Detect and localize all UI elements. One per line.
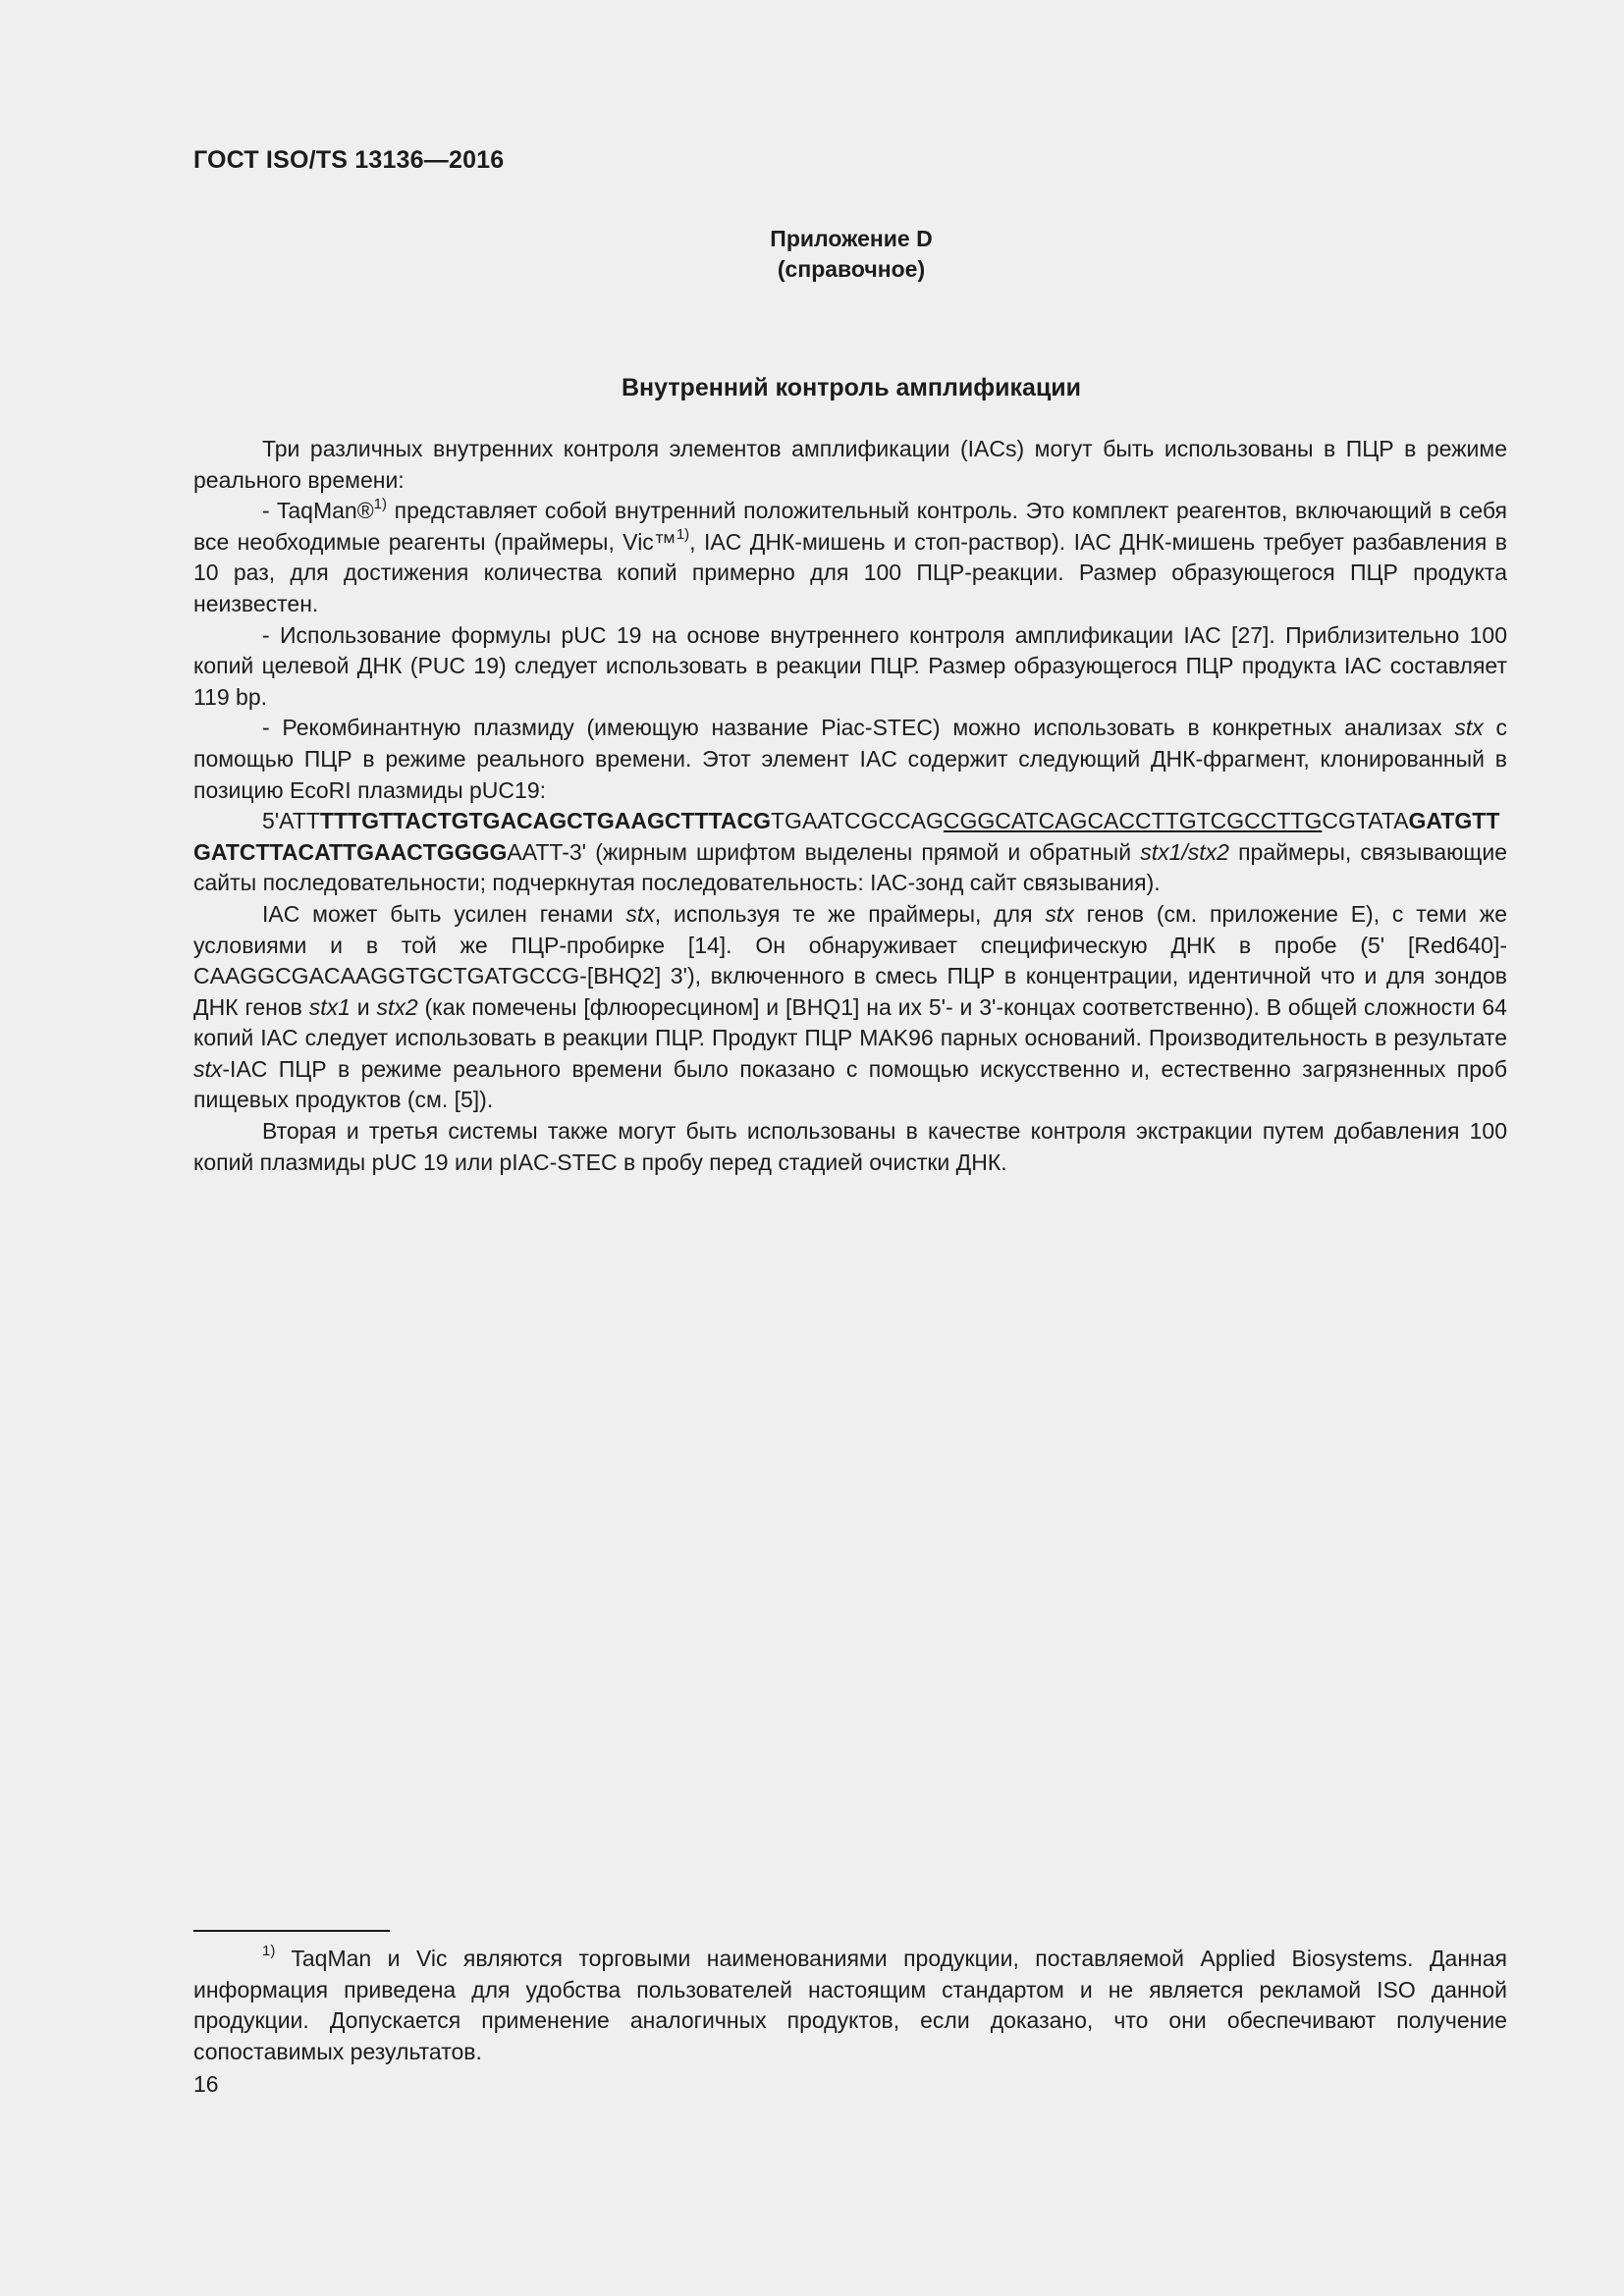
italic-gene: stx1 [308,993,351,1020]
sequence-part: CGTATA [1322,808,1409,834]
sequence-part: 5'ATT [262,808,320,834]
sequence-part: праймеры, связывающие сайты последовательности; подчеркнутая последовательность: IAC-зонд сайт связывания). [193,838,1507,896]
text-span: -IAC ПЦР в режиме реального времени было показано с помощью искусственно и, естественно загрязненных проб пищевых продуктов (см. [5]). [193,1055,1507,1113]
primer-reverse: GATGTTGATCTTACATTGAACTGGGG [193,808,1500,865]
text-span: с помощью ПЦР в режиме реального времени. Этот элемент IAC содержит следующий ДНК-фрагмент, клонированный в позицию EcoRI плазмиды pUC19: [193,715,1508,803]
footnote-divider [193,1930,390,1932]
paragraph-sequence [193,806,1507,899]
text-span: - Рекомбинантную плазмиду (имеющую название Piac-STEC) можно использовать в конкретных анализах [262,715,1455,741]
text-span: (как помечены [флюоресцином] и [BHQ1] на их 5'- и 3'-концах соответственно). В общей сложности 64 копий IAC следует использовать в реакции ПЦР. Продукт ПЦР MAK96 парных оснований. Производительность в результате [193,993,1507,1051]
text-span: и [350,993,377,1020]
text-span: генов (см. приложение E), с теми же условиями и в той же ПЦР-пробирке [14]. Он обнаруживает специфическую ДНК в пробе (5' [Red640]-CAAGGCGACAAGGTGCTGATGCCG-[BHQ2] 3'), включенного в смесь ПЦР в концентрации, идентичной что и для зондов ДНК генов [193,900,1507,1020]
paragraph-iac-amplification [193,899,1507,1116]
probe-site: CGGCATCAGCACCTTGTCGCCTTG [943,808,1323,834]
footnote-text [193,1944,1507,2067]
footnote-ref: 1) [676,526,690,544]
italic-gene: stx [1045,900,1074,927]
primer-forward: TTTGTTACTGTGACAGCTGAAGCTTTACG [319,808,771,834]
text-span: TaqMan и Vic являются торговыми наименованиями продукции, поставляемой Applied Biosystems. Данная информация приведена для удобства пользователей настоящим стандартом и не является рекламой ISO данной продукции. Допускается применение аналогичных продуктов, если доказано, что они обеспечивают получение сопоставимых результатов. [193,1946,1507,2064]
text-span: , IAC ДНК-мишень и стоп-раствор). IAC ДНК-мишень требует разбавления в 10 раз, для достижения количества копий примерно для 100 ПЦР-реакции. Размер образующегося ПЦР продукта неизвестен. [193,528,1507,616]
sequence-part: AATT-3' (жирным шрифтом выделены прямой и обратный [507,838,1141,865]
section-title: Внутренний контроль амплификации [621,374,1082,401]
text-span: представляет собой внутренний положительный контроль. Это комплект реагентов, включающий в себя все необходимые реагенты (праймеры, Vic™ [193,498,1508,555]
italic-gene: stx2 [376,993,418,1020]
footnote-ref: 1) [373,495,387,512]
footnote-marker: 1) [262,1943,276,1960]
page-number: 16 [193,2071,219,2097]
sequence-part: TGAATCGCCAG [771,808,944,834]
appendix-title: Приложение D [770,226,933,251]
footnote [193,1944,1507,2067]
appendix-heading [0,224,1624,285]
paragraph-puc19: - Использование формулы pUC 19 на основе внутреннего контроля амплификации IAC [27]. Приблизительно 100 копий целевой ДНК (PUC 19) следует использовать в реакции ПЦР. Размер образующегося ПЦР продукта IAC составляет 119 bp. [193,621,1507,710]
paragraph-piac-stec [193,713,1507,806]
text-span: IAC может быть усилен генами [262,900,626,927]
appendix-subtitle: (справочное) [777,256,926,282]
italic-gene: stx1/stx2 [1140,838,1229,865]
document-code: ГОСТ ISO/TS 13136—2016 [193,146,505,174]
italic-gene: stx [1454,715,1484,741]
body-text [193,434,1507,1178]
paragraph-intro: Три различных внутренних контроля элементов амплификации (IACs) могут быть использованы в ПЦР в режиме реального времени: [193,436,1507,493]
paragraph-extraction-control: Вторая и третья системы также могут быть использованы в качестве контроля экстракции путем добавления 100 копий плазмиды pUC 19 или pIAC-STEC в пробу перед стадией очистки ДНК. [193,1118,1507,1175]
text-span: - TaqMan® [262,498,374,524]
italic-gene: stx [625,900,655,927]
paragraph-taqman [193,496,1507,619]
italic-gene: stx [193,1055,223,1082]
text-span: , используя те же праймеры, для [654,900,1046,927]
